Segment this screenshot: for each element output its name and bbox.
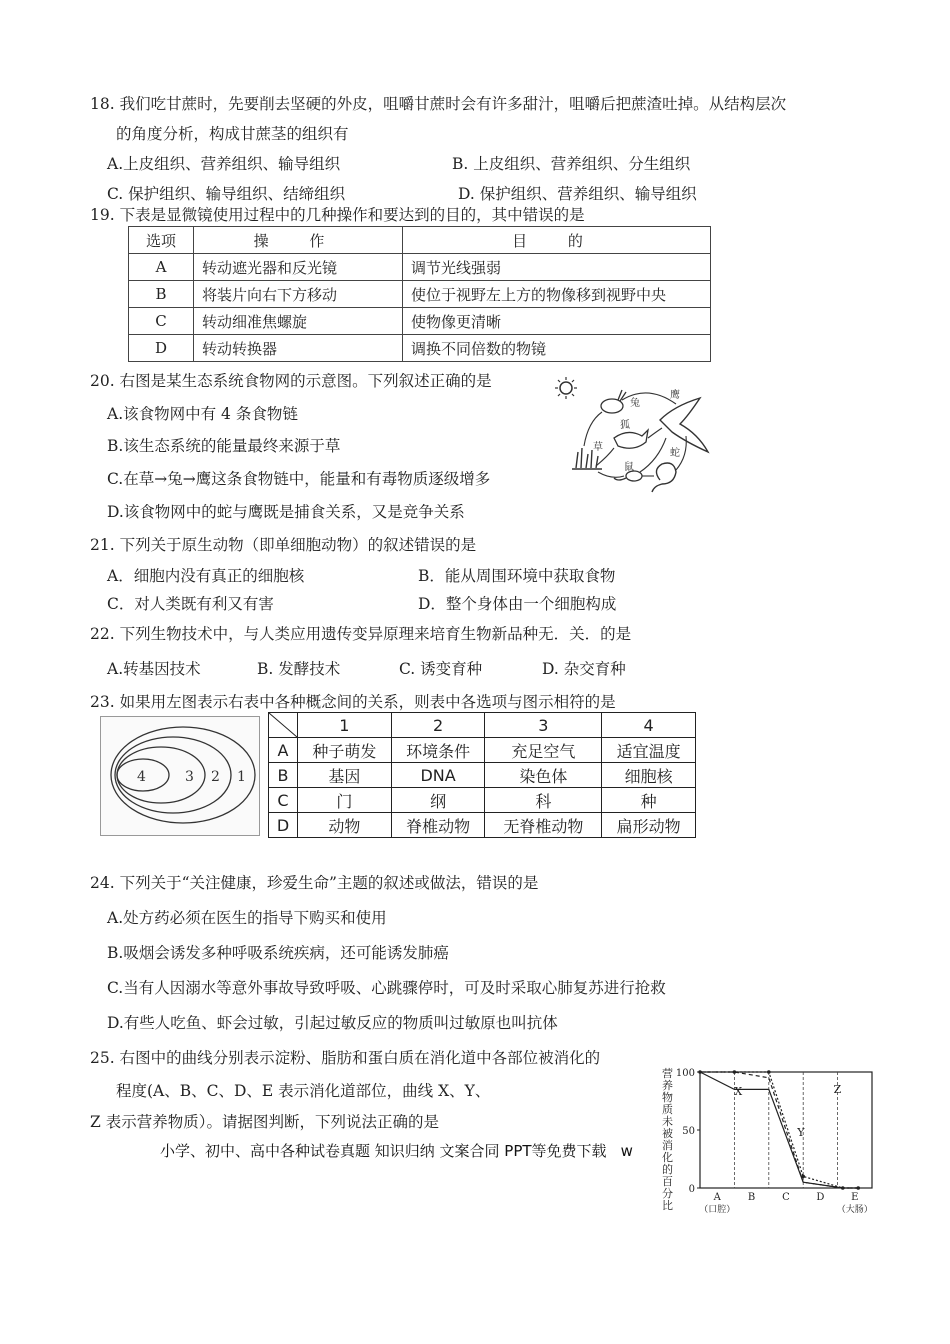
hawk-icon bbox=[660, 398, 708, 452]
table-cell: 调换不同倍数的物镜 bbox=[403, 335, 711, 362]
y-tick-label: 50 bbox=[682, 1126, 695, 1137]
q21-option-d: D．整个身体由一个细胞构成 bbox=[418, 595, 617, 613]
table-cell: 环境条件 bbox=[391, 738, 485, 763]
table-header-cell: 选项 bbox=[129, 227, 194, 254]
table-cell: 染色体 bbox=[485, 763, 602, 788]
series-point bbox=[767, 1070, 771, 1074]
table-row bbox=[129, 335, 711, 362]
fox-icon bbox=[614, 430, 648, 448]
mouse-label: 鼠 bbox=[624, 462, 634, 473]
footer-suffix: w bbox=[620, 1142, 633, 1160]
table-row bbox=[269, 813, 696, 838]
x-tick-label: B bbox=[747, 1192, 756, 1203]
x-sublabel: （大肠） bbox=[836, 1205, 873, 1215]
x-tick-label: C bbox=[782, 1192, 790, 1203]
table-cell: 门 bbox=[298, 788, 392, 813]
table-cell: 扁形动物 bbox=[602, 813, 696, 838]
q22-stem: 22. 下列生物技术中，与人类应用遗传变异原理来培育生物新品种无．关．的是 bbox=[90, 625, 632, 643]
table-cell: 种子萌发 bbox=[298, 738, 392, 763]
chart-svg bbox=[660, 1060, 880, 1220]
table-row bbox=[129, 281, 711, 308]
microscope-table bbox=[128, 226, 711, 362]
q24-option-a: A.处方药必须在医生的指导下购买和使用 bbox=[107, 909, 387, 927]
sun-icon bbox=[555, 377, 577, 399]
q20-option-d: D.该食物网中的蛇与鹰既是捕食关系，又是竞争关系 bbox=[107, 503, 465, 521]
q20-option-b: B.该生态系统的能量最终来源于草 bbox=[107, 437, 341, 455]
table-cell: 使物像更清晰 bbox=[403, 308, 711, 335]
table-cell: 动物 bbox=[298, 813, 392, 838]
food-web-diagram bbox=[548, 376, 728, 500]
circle-label-4: 4 bbox=[137, 769, 146, 785]
table-cell: 科 bbox=[485, 788, 602, 813]
series-point bbox=[801, 1175, 805, 1179]
digestion-chart bbox=[660, 1060, 880, 1220]
table-row bbox=[269, 788, 696, 813]
table-row bbox=[269, 763, 696, 788]
table-cell: 转动遮光器和反光镜 bbox=[194, 254, 403, 281]
q18-option-b: B. 上皮组织、营养组织、分生组织 bbox=[452, 155, 691, 173]
y-tick-label: 100 bbox=[675, 1068, 695, 1079]
q22-option-b: B. 发酵技术 bbox=[257, 660, 341, 678]
rabbit-label: 兔 bbox=[630, 398, 640, 409]
footer-banner bbox=[160, 1140, 633, 1161]
table-cell: 使位于视野左上方的物像移到视野中央 bbox=[403, 281, 711, 308]
table-cell: 脊椎动物 bbox=[391, 813, 485, 838]
table-cell: 将装片向右下方移动 bbox=[194, 281, 403, 308]
footer-text: 小学、初中、高中各种试卷真题 知识归纳 文案合同 PPT等免费下载 bbox=[160, 1142, 607, 1160]
q21-option-c: C．对人类既有利又有害 bbox=[107, 595, 274, 613]
table-cell: 转动细准焦螺旋 bbox=[194, 308, 403, 335]
series-point bbox=[856, 1186, 860, 1190]
table-header-row bbox=[129, 227, 711, 254]
series-point bbox=[733, 1070, 737, 1074]
row-label: A bbox=[269, 738, 298, 763]
circle-label-3: 3 bbox=[185, 769, 194, 785]
chart-ylabel: 营养物质未被消化的百分比 bbox=[662, 1067, 673, 1212]
q18-option-d: D. 保护组织、营养组织、输导组织 bbox=[458, 185, 697, 203]
curve-label-y: Y bbox=[797, 1125, 805, 1139]
q21-option-b: B．能从周围环境中获取食物 bbox=[418, 567, 616, 585]
curve-label-x: X bbox=[734, 1085, 743, 1099]
table-cell: C bbox=[129, 308, 194, 335]
q24-stem: 24. 下列关于“关注健康，珍爱生命”主题的叙述或做法，错误的是 bbox=[90, 874, 539, 892]
q25-stem: 25. 右图中的曲线分别表示淀粉、脂肪和蛋白质在消化道中各部位被消化的 bbox=[90, 1049, 601, 1067]
fox-label: 狐 bbox=[620, 420, 630, 431]
q20-stem: 20. 右图是某生态系统食物网的示意图。下列叙述正确的是 bbox=[90, 372, 492, 390]
table-cell: D bbox=[129, 335, 194, 362]
table-cell: 充足空气 bbox=[485, 738, 602, 763]
table-cell: 适宜温度 bbox=[602, 738, 696, 763]
table-cell: 转动转换器 bbox=[194, 335, 403, 362]
table-header-cell: 3 bbox=[485, 713, 602, 738]
circle-label-2: 2 bbox=[211, 769, 220, 785]
q20-option-a: A.该食物网中有 4 条食物链 bbox=[107, 405, 298, 423]
curve-label-z: Z bbox=[833, 1082, 842, 1096]
concept-table bbox=[268, 712, 696, 838]
q18-option-c: C. 保护组织、输导组织、结缔组织 bbox=[107, 185, 346, 203]
table-row bbox=[129, 308, 711, 335]
table-row bbox=[129, 254, 711, 281]
table-cell: 基因 bbox=[298, 763, 392, 788]
series-point bbox=[698, 1070, 702, 1074]
q24-option-c: C.当有人因溺水等意外事故导致呼吸、心跳骤停时，可及时采取心肺复苏进行抢救 bbox=[107, 979, 666, 997]
concept-circle-diagram bbox=[100, 716, 260, 836]
q18-option-a: A.上皮组织、营养组织、输导组织 bbox=[107, 155, 341, 173]
table-header-cell: 2 bbox=[391, 713, 485, 738]
table-header-row bbox=[269, 713, 696, 738]
rabbit-icon bbox=[601, 390, 626, 413]
q22-option-d: D. 杂交育种 bbox=[542, 660, 626, 678]
table-cell: 纲 bbox=[391, 788, 485, 813]
table-row bbox=[269, 738, 696, 763]
row-label: D bbox=[269, 813, 298, 838]
x-sublabel: （口腔） bbox=[699, 1205, 736, 1215]
row-label: C bbox=[269, 788, 298, 813]
q20-option-c: C.在草→兔→鹰这条食物链中，能量和有毒物质逐级增多 bbox=[107, 470, 491, 488]
corner-cell bbox=[269, 713, 298, 738]
circle-label-1: 1 bbox=[237, 769, 246, 785]
nested-ellipses bbox=[101, 717, 259, 835]
table-cell: 种 bbox=[602, 788, 696, 813]
table-header-cell: 1 bbox=[298, 713, 392, 738]
x-tick-label: D bbox=[816, 1192, 825, 1203]
table-cell: A bbox=[129, 254, 194, 281]
snake-icon bbox=[652, 463, 676, 492]
diagonal-line bbox=[269, 713, 297, 737]
table-header-cell: 目 的 bbox=[403, 227, 711, 254]
y-tick-label: 0 bbox=[688, 1184, 695, 1195]
table-header-cell: 操 作 bbox=[194, 227, 403, 254]
q25-stem-cont: 程度(A、B、C、D、E 表示消化道部位，曲线 X、Y、 bbox=[116, 1082, 491, 1100]
q25-stem-cont2: Z 表示营养物质）。请据图判断，下列说法正确的是 bbox=[90, 1113, 439, 1131]
x-tick-label: E bbox=[851, 1192, 859, 1203]
grass-label: 草 bbox=[593, 442, 603, 453]
table-header-cell: 4 bbox=[602, 713, 696, 738]
q21-stem: 21. 下列关于原生动物（即单细胞动物）的叙述错误的是 bbox=[90, 536, 477, 554]
table-cell: 调节光线强弱 bbox=[403, 254, 711, 281]
q19-stem: 19. 下表是显微镜使用过程中的几种操作和要达到的目的，其中错误的是 bbox=[90, 206, 585, 224]
q24-option-d: D.有些人吃鱼、虾会过敏，引起过敏反应的物质叫过敏原也叫抗体 bbox=[107, 1014, 558, 1032]
q18-stem: 18. 我们吃甘蔗时，先要削去坚硬的外皮，咀嚼甘蔗时会有许多甜汁，咀嚼后把蔗渣吐掉。从结构层次 bbox=[90, 95, 787, 113]
q22-option-a: A.转基因技术 bbox=[107, 660, 201, 678]
x-tick-label: A bbox=[713, 1192, 721, 1203]
row-label: B bbox=[269, 763, 298, 788]
q22-option-c: C. 诱变育种 bbox=[399, 660, 483, 678]
hawk-label: 鹰 bbox=[670, 390, 680, 401]
q24-option-b: B.吸烟会诱发多种呼吸系统疾病，还可能诱发肺癌 bbox=[107, 944, 449, 962]
table-cell: 细胞核 bbox=[602, 763, 696, 788]
q18-stem-cont: 的角度分析，构成甘蔗茎的组织有 bbox=[116, 125, 349, 143]
q23-stem: 23. 如果用左图表示右表中各种概念间的关系，则表中各选项与图示相符的是 bbox=[90, 693, 616, 711]
table-cell: DNA bbox=[391, 763, 485, 788]
table-cell: 无脊椎动物 bbox=[485, 813, 602, 838]
q21-option-a: A．细胞内没有真正的细胞核 bbox=[107, 567, 305, 585]
snake-label: 蛇 bbox=[670, 448, 680, 459]
table-cell: B bbox=[129, 281, 194, 308]
plot-frame bbox=[700, 1072, 872, 1188]
series-point bbox=[841, 1186, 845, 1190]
